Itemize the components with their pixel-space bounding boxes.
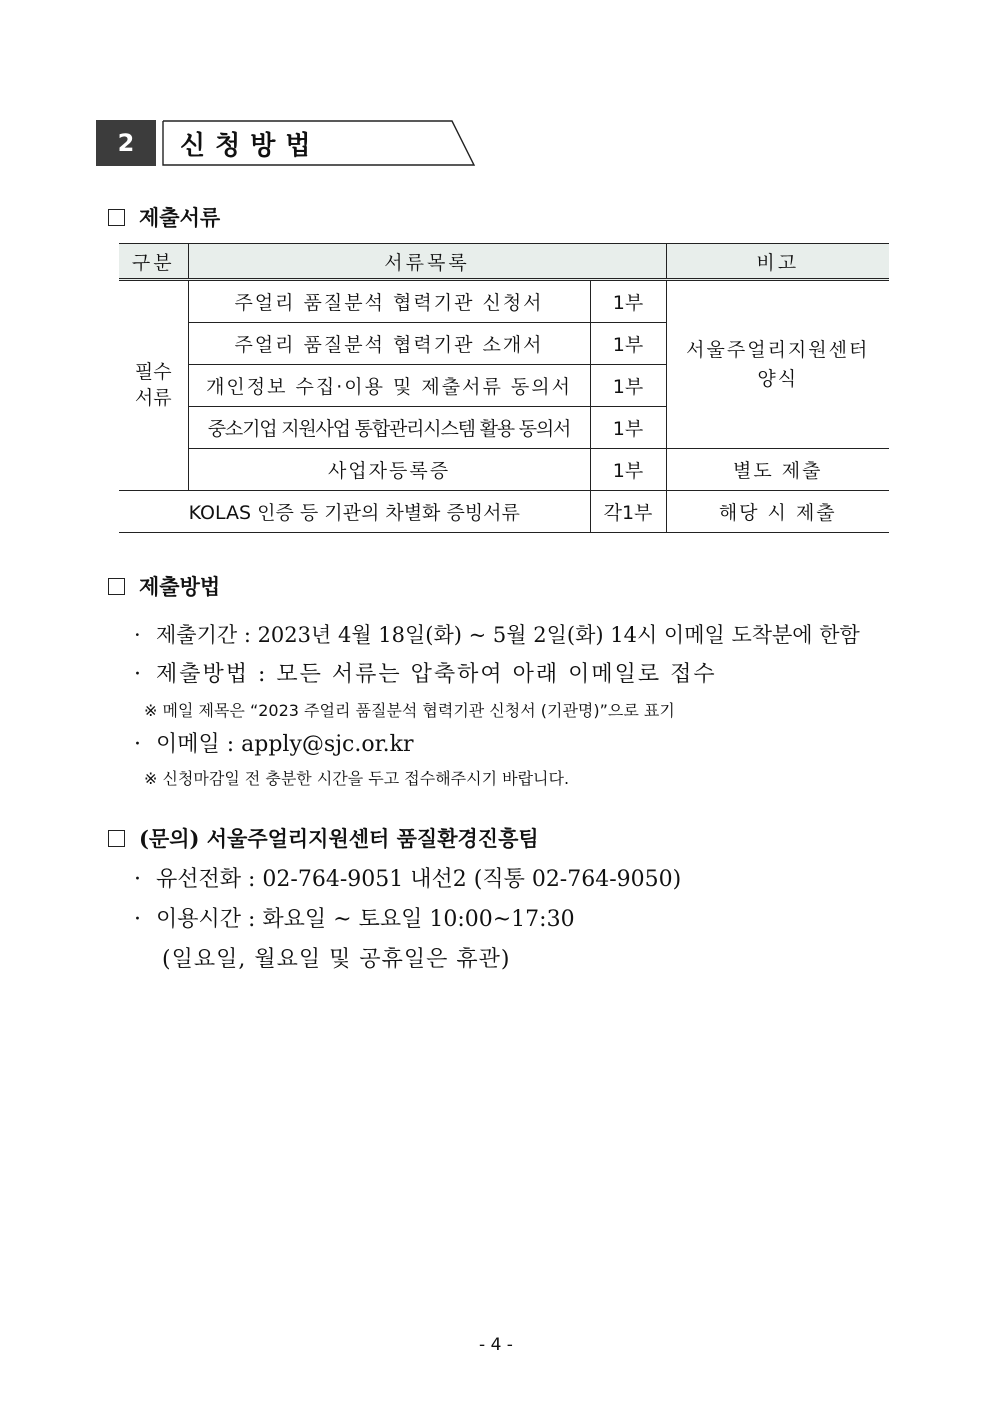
bullet-dot-icon: · (134, 867, 141, 892)
table-row (119, 449, 889, 491)
document-qty: 1부 (590, 323, 666, 365)
document-qty: 1부 (590, 280, 666, 323)
bullet-dot-icon: · (134, 732, 141, 757)
document-name: 중소기업 지원사업 통합관리시스템 활용 동의서 (188, 407, 590, 449)
document-qty: 1부 (590, 407, 666, 449)
documents-heading: 제출서류 (108, 202, 220, 232)
method-heading: 제출방법 (108, 571, 220, 601)
documents-table (119, 243, 889, 533)
method-note-title: ※ 메일 제목은 “2023 주얼리 품질분석 협력기관 신청서 (기관명)”으로 표기 (144, 701, 675, 720)
checkbox-square-icon (108, 830, 125, 847)
document-name: KOLAS 인증 등 기관의 차별화 증빙서류 (119, 491, 590, 533)
checkbox-square-icon (108, 578, 125, 595)
table-header-row (119, 244, 889, 280)
section-number: 2 (96, 120, 156, 166)
document-qty: 1부 (590, 365, 666, 407)
method-email: · 이메일 : apply@sjc.or.kr (134, 732, 414, 757)
document-qty: 1부 (590, 449, 666, 491)
bullet-dot-icon: · (134, 623, 141, 647)
form-note: 서울주얼리지원센터 양식 (666, 280, 889, 449)
contact-hours: · 이용시간 : 화요일 ~ 토요일 10:00~17:30 (134, 907, 575, 932)
bullet-dot-icon: · (134, 907, 141, 932)
header-remarks: 비고 (666, 244, 889, 280)
method-note-deadline: ※ 신청마감일 전 충분한 시간을 두고 접수해주시기 바랍니다. (144, 769, 570, 788)
checkbox-square-icon (108, 209, 125, 226)
bullet-dot-icon: · (134, 662, 143, 687)
document-name: 주얼리 품질분석 협력기관 신청서 (188, 280, 590, 323)
header-category: 구분 (119, 244, 188, 280)
table-row (119, 491, 889, 533)
header-document-list: 서류목록 (188, 244, 666, 280)
section-title: 신청방법 (180, 131, 321, 161)
document-qty: 각1부 (590, 491, 666, 533)
document-name: 사업자등록증 (188, 449, 590, 491)
document-note: 별도 제출 (666, 449, 889, 491)
table-row (119, 280, 889, 323)
document-name: 주얼리 품질분석 협력기관 소개서 (188, 323, 590, 365)
document-note: 해당 시 제출 (666, 491, 889, 533)
page-number: - 4 - (479, 1335, 513, 1355)
contact-phone: · 유선전화 : 02-764-9051 내선2 (직통 02-764-9050) (134, 867, 682, 892)
required-group-label: 필수 서류 (119, 280, 188, 491)
contact-heading: (문의) 서울주얼리지원센터 품질환경진흥팀 (108, 823, 539, 853)
method-how: · 제출방법 : 모든 서류는 압축하여 아래 이메일로 접수 (134, 662, 717, 687)
contact-closed: (일요일, 월요일 및 공휴일은 휴관) (162, 947, 511, 972)
document-name: 개인정보 수집·이용 및 제출서류 동의서 (188, 365, 590, 407)
method-period: · 제출기간 : 2023년 4월 18일(화) ~ 5월 2일(화) 14시 이메일 도착분에 한함 (134, 623, 860, 647)
